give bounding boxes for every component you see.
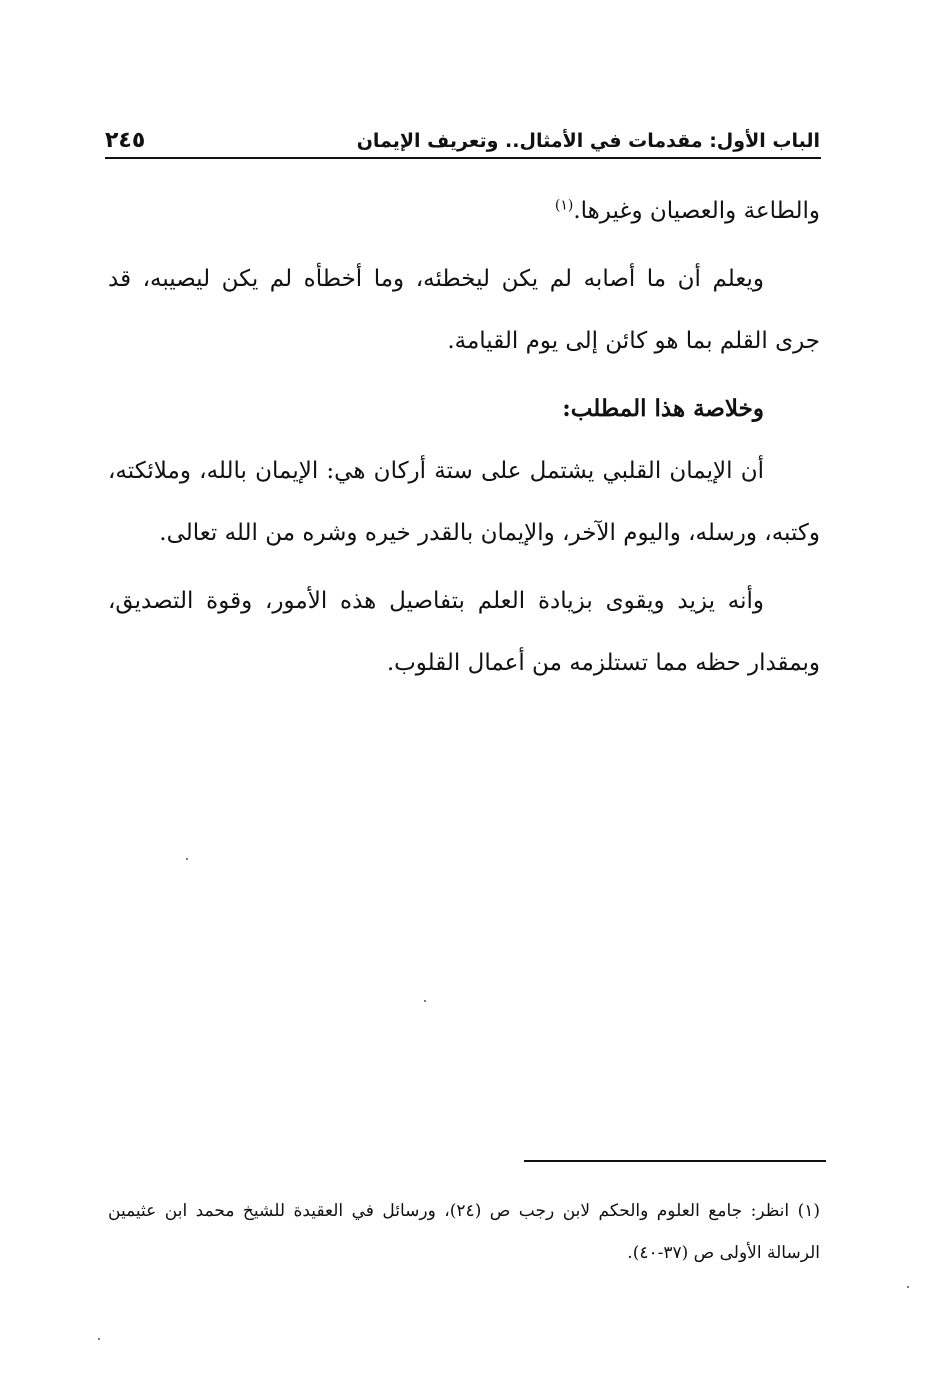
main-text <box>108 180 820 694</box>
scan-speck <box>907 1286 909 1288</box>
footnote: (١) انظر: جامع العلوم والحكم لابن رجب ص (٢٤)، ورسائل في العقيدة للشيخ محمد ابن عثيمين الرسالة الأولى ص (٣٧-٤٠). <box>108 1201 820 1263</box>
scan-speck <box>424 1000 426 1002</box>
section-heading: وخلاصة هذا المطلب: <box>562 395 764 422</box>
chapter-title: الباب الأول: مقدمات في الأمثال.. وتعريف الإيمان <box>356 130 820 152</box>
paragraph-text: والطاعة والعصيان وغيرها. <box>573 198 820 224</box>
paragraph: وأنه يزيد ويقوى بزيادة العلم بتفاصيل هذه الأمور، وقوة التصديق، وبمقدار حظه مما تستلزمه من أعمال القلوب. <box>108 588 820 676</box>
paragraph: ويعلم أن ما أصابه لم يكن ليخطئه، وما أخطأه لم يكن ليصيبه، قد جرى القلم بما هو كائن إلى يوم القيامة. <box>108 266 820 354</box>
page-number: ٢٤٥ <box>105 128 146 153</box>
header-divider <box>105 157 821 159</box>
scan-speck <box>186 858 188 860</box>
footnote-reference: (١) <box>554 197 574 214</box>
footnotes <box>108 1190 820 1274</box>
footnote-divider <box>524 1160 826 1162</box>
running-header <box>105 126 820 156</box>
paragraph: أن الإيمان القلبي يشتمل على ستة أركان هي: الإيمان بالله، وملائكته، وكتبه، ورسله، واليوم الآخر، والإيمان بالقدر خيره وشره من الله تعالى. <box>108 458 820 546</box>
scan-speck <box>98 1338 100 1340</box>
paragraph-continuation <box>108 180 820 242</box>
